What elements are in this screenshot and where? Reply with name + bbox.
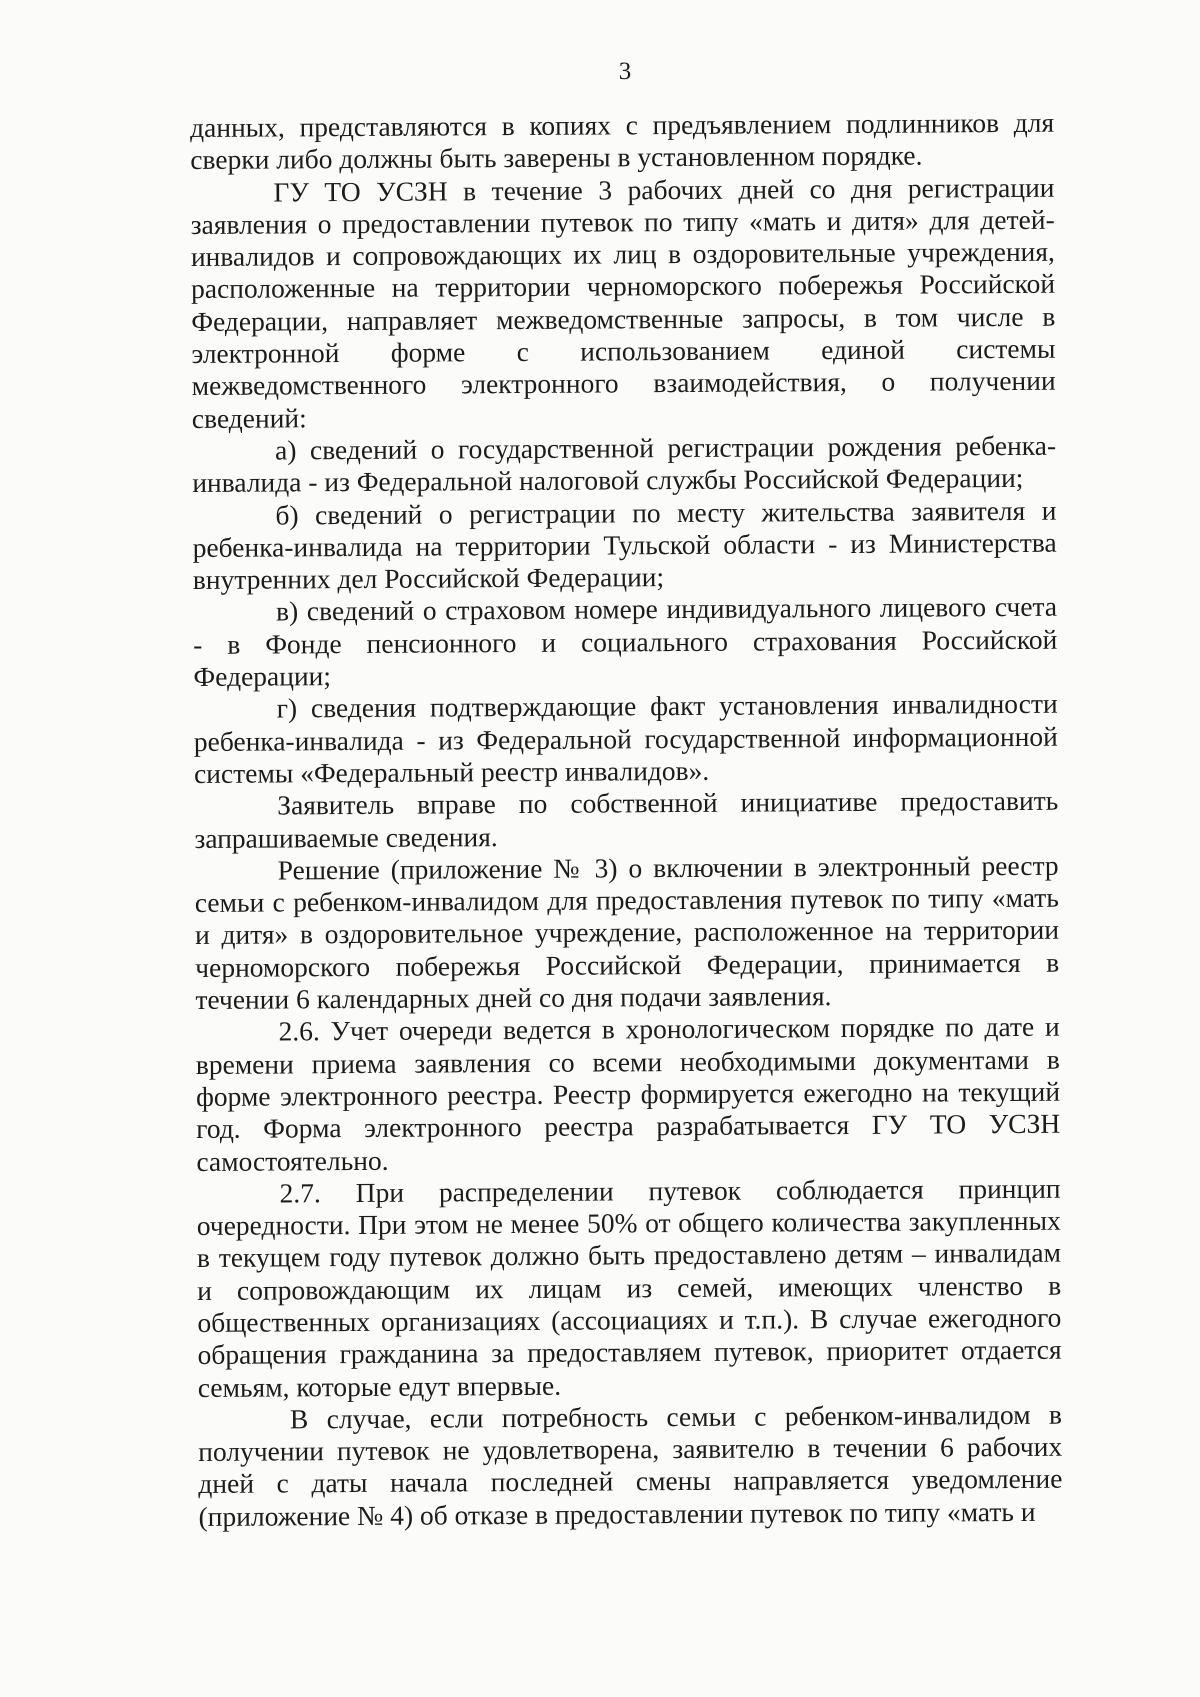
paragraph-interagency-requests: ГУ ТО УСЗН в течение 3 рабочих дней со дня регистрации заявления о предоставлении путевок по типу «мать и дитя» для детей-инвалидов и сопровождающих их лиц в оздоровительные учреждения, расположенные на территории черноморского побережья Российской Федерации, направляет межведомственные запросы, в том числе в электронной форме с использованием единой системы межведомственного электронного взаимодействия, о получении сведений: [190,171,1056,434]
list-item-b: б) сведений о регистрации по месту жительства заявителя и ребенка-инвалида на территории Тульской области - из Министерства внутренних дел Российской Федерации; [192,494,1057,596]
section-2-6: 2.6. Учет очереди ведется в хронологическом порядке по дате и времени приема заявления со всеми необходимыми документами в форме электронного реестра. Реестр формируется ежегодно на текущий год. Форма электронного реестра разрабатывается ГУ ТО УСЗН самостоятельно. [195,1011,1061,1177]
page-number: 3 [618,58,632,85]
paragraph-continuation: данных, представляются в копиях с предъявлением подлинников для сверки либо должны быть заверены в установленном порядке. [190,106,1055,176]
list-item-a: а) сведений о государственной регистрации рождения ребенка-инвалида - из Федеральной налоговой службы Российской Федерации; [192,429,1057,499]
list-item-v: в) сведений о страховом номере индивидуального лицевого счета - в Фонде пенсионного и социального страхования Российской Федерации; [193,591,1058,693]
paragraph-refusal-notice: В случае, если потребность семьи с ребенком-инвалидом в получении путевок не удовлетворена, заявителю в течении 6 рабочих дней с даты начала последней смены направляется уведомление (приложение № 4) об отказе в предоставлении путевок по типу «мать и [198,1398,1063,1532]
body-text [190,107,1063,1533]
list-item-g: г) сведения подтверждающие факт установления инвалидности ребенка-инвалида - из Федеральной государственной информационной системы «Федеральный реестр инвалидов». [193,688,1058,789]
paragraph-applicant-right: Заявитель вправе по собственной инициативе предоставить запрашиваемые сведения. [194,784,1059,854]
section-2-7: 2.7. При распределении путевок соблюдается принцип очередности. При этом не менее 50% от общего количества закупленных в текущем году путевок должно быть предоставлено детям – инвалидам и сопровождающим их лицам из семей, имеющих членство в общественных организациях (ассоциациях и т.п.). В случае ежегодного обращения гражданина за предоставляем путевок, приоритет отдается семьям, которые едут впервые. [196,1172,1062,1403]
paragraph-decision: Решение (приложение № 3) о включении в электронный реестр семьи с ребенком-инвалидом для предоставления путевок по типу «мать и дитя» в оздоровительное учреждение, расположенное на территории черноморского побережья Российской Федерации, принимается в течении 6 календарных дней со дня подачи заявления. [194,849,1060,1015]
